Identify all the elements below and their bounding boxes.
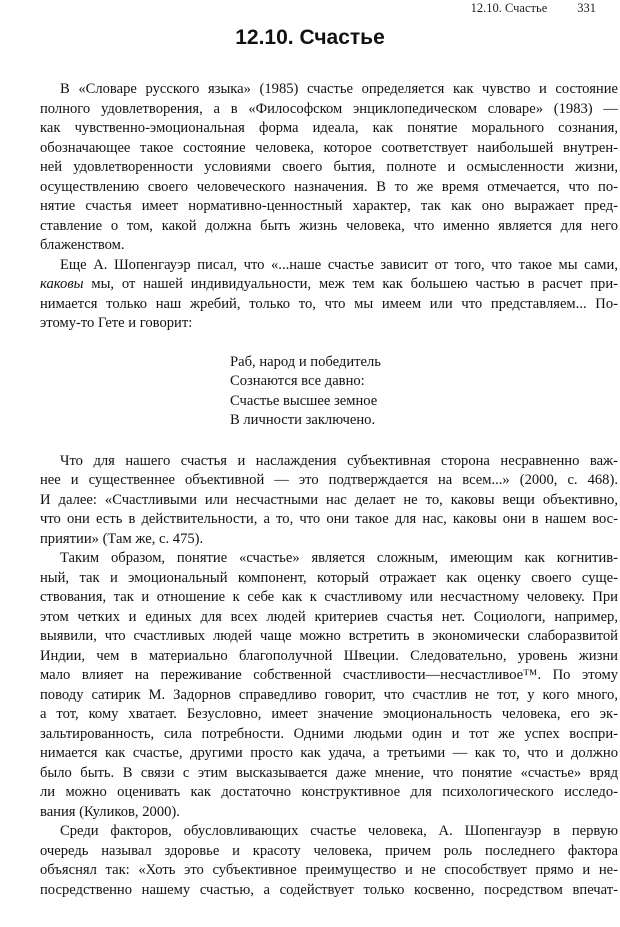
text-line: что они есть в действительности, а то, что они такое для нас, каковы они в нашем вос- xyxy=(40,511,618,527)
poem-line: Счастье высшее земное xyxy=(230,392,378,409)
text-line: очередь называл здоровье и красоту человека, причем роль последнего фактора xyxy=(40,842,618,859)
paragraph-5 xyxy=(40,822,618,900)
text-line: блаженством. xyxy=(40,237,125,253)
text-line: зальтированность, сила потребности. Одними людьми один и тот же успех воспри- xyxy=(40,725,618,742)
paragraph-4 xyxy=(40,549,618,822)
text-line: Индии, чем в материально благополучной Швеции. Следовательно, уровень жизни xyxy=(40,647,618,664)
text-line: этому-то Гете и говорит: xyxy=(40,315,193,331)
text-line xyxy=(40,275,618,295)
text-line: ней удовлетворенности условиями своего бытия, полноте и осмысленности жизни, xyxy=(40,159,618,175)
poem-line: Сознаются все давно: xyxy=(230,373,365,389)
text-line: ный, так и эмоциональный компонент, который отражает как оценку своего суще- xyxy=(40,569,618,586)
paragraph-1 xyxy=(40,80,618,256)
section-title: 12.10. Счастье xyxy=(235,26,385,49)
page-number: 331 xyxy=(577,1,596,15)
text-line: мало влияет на переживание собственной счастливости—несчастливое™. По этому xyxy=(40,667,618,683)
text-line: было быть. В связи с этим высказывается даже мнение, что понятие «счастье» вряд xyxy=(40,764,618,781)
running-head-section: 12.10. Счастье xyxy=(470,1,548,15)
text-line: полного удовлетворения, а в «Философском энциклопедическом словаре» (1983) — xyxy=(40,100,618,117)
text-line: как чувственно-эмоциональная форма идеала, как понятие морального сознания, xyxy=(40,120,618,136)
text-line: И далее: «Счастливыми или несчастными нас делает не то, каковы вещи объективно, xyxy=(40,491,618,508)
text-line: Еще А. Шопенгауэр писал, что «...наше счастье зависит от того, что такое мы сами, xyxy=(60,256,618,273)
text-line: объяснял так: «Хоть это субъективное преимущество и не способствует прямо и не- xyxy=(40,862,618,878)
text-line: приятии» (Там же, с. 475). xyxy=(40,530,204,547)
poem-line: Раб, народ и победитель xyxy=(230,353,381,370)
text-line: этом четких и единых для всех людей критериев счастья нет. Социологи, например, xyxy=(40,608,618,625)
text-line: Среди факторов, обусловливающих счастье человека, А. Шопенгауэр в первую xyxy=(60,823,618,839)
text-line: посредственно нашему счастью, а содействует только косвенно, посредством впечат- xyxy=(40,881,618,898)
text-line: ствования, так и отношение к себе как к счастливому или несчастному человеку. При xyxy=(40,589,618,605)
poem-line: В личности заключено. xyxy=(230,412,376,428)
text-line: вания (Куликов, 2000). xyxy=(40,803,180,820)
text-line: обозначающее такое состояние человека, которое соответствует наибольшей внутрен- xyxy=(40,139,618,156)
text-line: ли можно оценивать как достаточно конструктивное для психологического исследо- xyxy=(40,784,618,800)
poem-quote xyxy=(230,353,618,431)
text-line: нятие счастья имеет нормативно-ценностный характер, так как оно выражает пред- xyxy=(40,198,618,214)
text-fragment: мы, от нашей индивидуальности, меж тем как большею частью в расчет при- xyxy=(83,276,618,292)
text-line: нимается как счастье, другими просто как удача, а третьими — как то, что и должно xyxy=(40,745,618,761)
text-line: выявили, что счастливых людей чаще можно встретить в экономически слаборазвитой xyxy=(40,628,618,644)
text-line: поводу сатирик М. Задорнов справедливо говорит, что счастлив не тот, у кого много, xyxy=(40,686,618,703)
text-line: В «Словаре русского языка» (1985) счастье определяется как чувство и состояние xyxy=(60,81,618,97)
text-line: нее и существеннее объективной — это подтверждается на всем...» (2000, с. 468). xyxy=(40,472,618,488)
text-line: нимается только наш жребий, только то, что мы имеем или что представляем... По- xyxy=(40,295,618,312)
text-line: Что для нашего счастья и наслаждения субъективная сторона несравненно важ- xyxy=(60,452,618,469)
text-line: а тот, кому хватает. Безусловно, имеет значение эмоциональность человека, его эк- xyxy=(40,706,618,722)
emphasis: каковы xyxy=(40,276,84,292)
text-line: ставление о том, какой должна быть жизнь человека, что именно является для него xyxy=(40,217,618,234)
paragraph-2 xyxy=(40,256,618,334)
running-head xyxy=(471,1,596,16)
text-line: Таким образом, понятие «счастье» является сложным, имеющим как когнитив- xyxy=(60,550,618,566)
paragraph-3 xyxy=(40,452,618,550)
body-text xyxy=(40,80,618,900)
text-line: осуществлению своего человеческого назначения. В то же время отмечается, что по- xyxy=(40,178,618,195)
